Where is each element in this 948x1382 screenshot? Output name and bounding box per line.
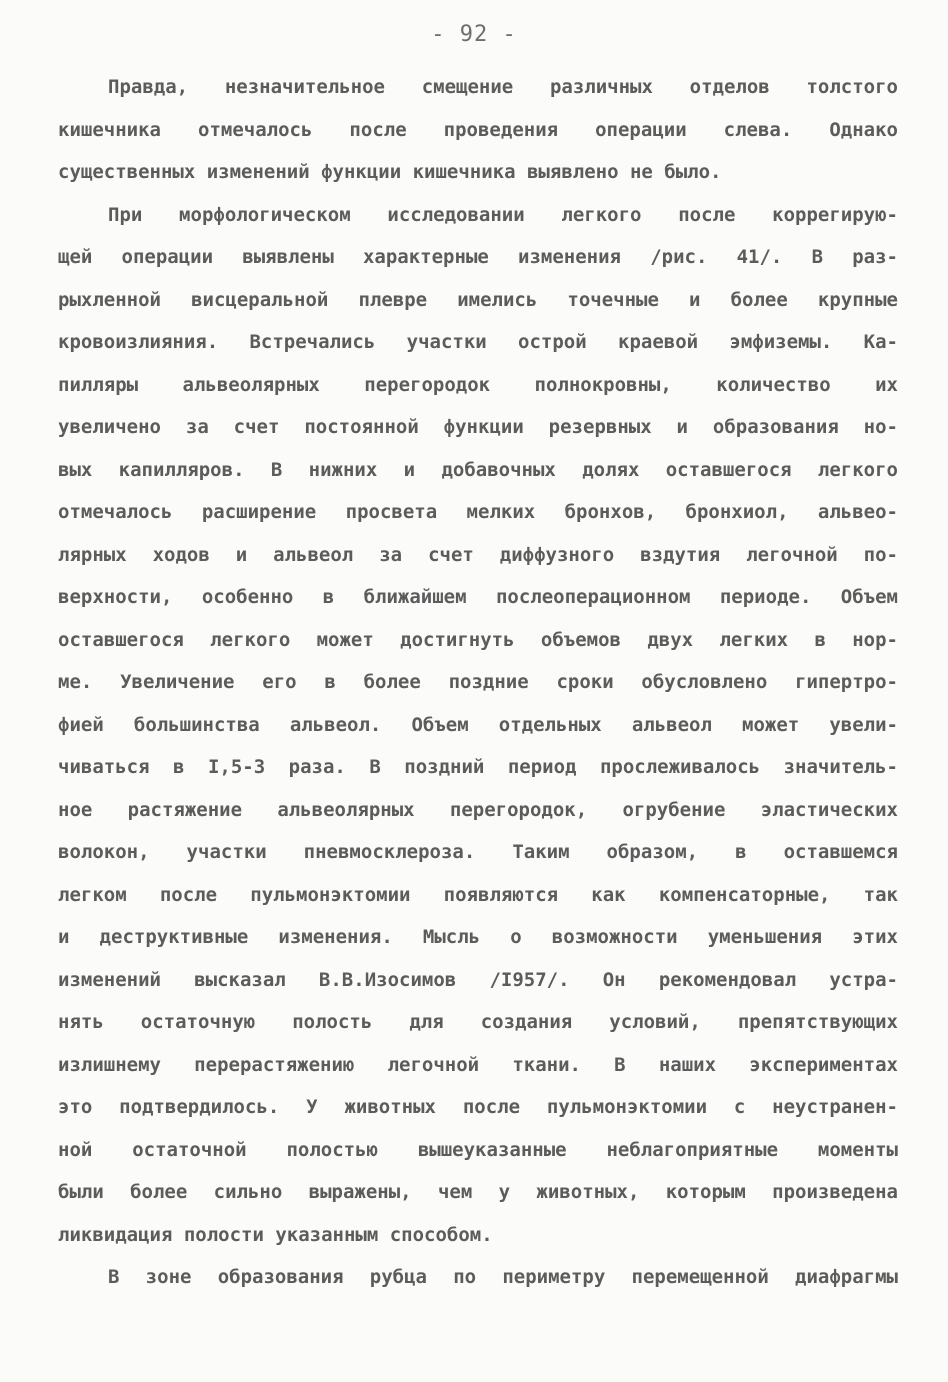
text-line: существенных изменений функции кишечника выявлено не было. (58, 161, 722, 183)
page-number: - 92 - (431, 22, 517, 47)
body-text (58, 66, 898, 1299)
text-line: ное растяжение альвеолярных перегородок, огрубение эластических (58, 798, 898, 821)
text-line: пилляры альвеолярных перегородок полнокровны, количество их (58, 373, 898, 396)
text-line: волокон, участки пневмосклероза. Таким образом, в оставшемся (58, 841, 898, 863)
text-line: отмечалось расширение просвета мелких бронхов, бронхиол, альвео- (58, 501, 898, 523)
text-line: это подтвердилось. У животных после пульмонэктомии с неустранен- (58, 1096, 898, 1118)
text-line: оставшегося легкого может достигнуть объемов двух легких в нор- (58, 628, 898, 651)
text-line: легком после пульмонэктомии появляются как компенсаторные, так (58, 883, 898, 906)
text-line: нять остаточную полость для создания условий, препятствующих (58, 1011, 898, 1033)
text-line: ме. Увеличение его в более поздние сроки обусловлено гипертро- (58, 671, 898, 693)
text-line: Правда, незначительное смещение различных отделов толстого (108, 76, 898, 98)
text-line: фией большинства альвеол. Объем отдельных альвеол может увели- (58, 713, 898, 736)
text-line: увеличено за счет постоянной функции резервных и образования но- (58, 416, 898, 438)
text-line: кровоизлияния. Встречались участки острой краевой эмфиземы. Ка- (58, 331, 898, 353)
text-line: вых капилляров. В нижних и добавочных долях оставшегося легкого (58, 458, 898, 481)
text-line: верхности, особенно в ближайшем послеоперационном периоде. Объем (58, 586, 898, 608)
text-line: и деструктивные изменения. Мысль о возможности уменьшения этих (58, 926, 898, 948)
text-line: рыхленной висцеральной плевре имелись точечные и более крупные (58, 288, 898, 311)
text-line: чиваться в I,5-3 раза. В поздний период прослеживалось значитель- (58, 756, 898, 778)
text-line: лярных ходов и альвеол за счет диффузного вздутия легочной по- (58, 543, 898, 566)
text-line: ликвидация полости указанным способом. (58, 1223, 493, 1246)
text-line: щей операции выявлены характерные изменения /рис. 41/. В раз- (58, 246, 898, 268)
text-line: В зоне образования рубца по периметру перемещенной диафрагмы (108, 1266, 898, 1288)
text-line: ной остаточной полостью вышеуказанные неблагоприятные моменты (58, 1138, 898, 1161)
text-line: кишечника отмечалось после проведения операции слева. Однако (58, 118, 898, 141)
text-line: изменений высказал В.В.Изосимов /I957/. Он рекомендовал устра- (58, 968, 898, 991)
text-line: При морфологическом исследовании легкого после коррегирую- (108, 203, 898, 226)
text-line: были более сильно выражены, чем у животных, которым произведена (58, 1181, 898, 1203)
text-line: излишнему перерастяжению легочной ткани. В наших экспериментах (58, 1053, 898, 1076)
